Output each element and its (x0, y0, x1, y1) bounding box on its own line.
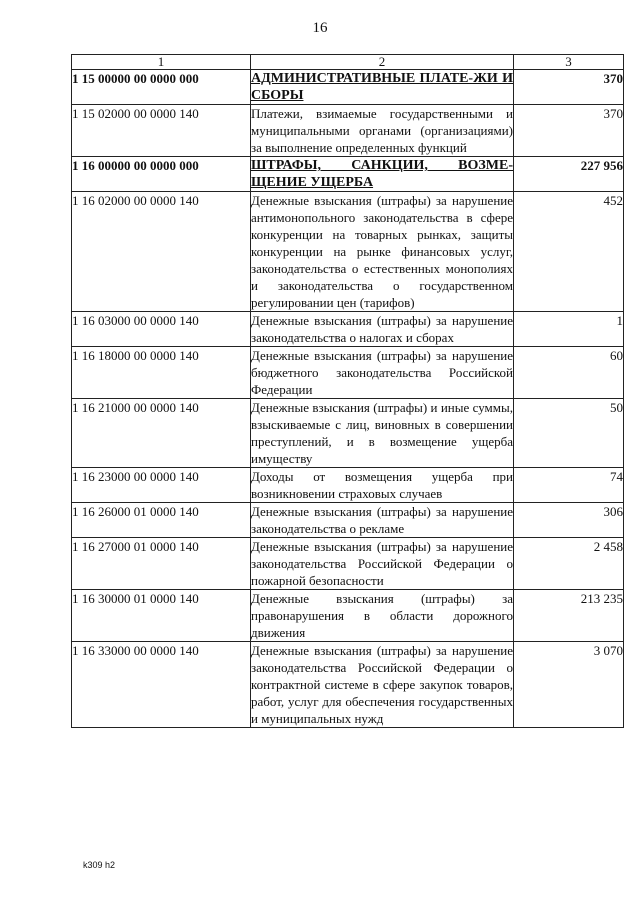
row-description (251, 192, 514, 312)
table-row (72, 642, 624, 728)
row-description (251, 642, 514, 728)
column-header-description: 2 (251, 55, 514, 70)
table-row (72, 192, 624, 312)
row-description-text: Денежные взыскания (штрафы) и иные суммы, взыскиваемые с лиц, виновных в совершении преступлений, и в возмещение ущерба имуществу (251, 400, 513, 466)
table-row (72, 468, 624, 503)
table-row (72, 70, 624, 105)
row-description (251, 399, 514, 468)
row-description (251, 312, 514, 347)
row-code: 1 15 00000 00 0000 000 (72, 70, 251, 105)
table-row (72, 312, 624, 347)
page-number: 16 (312, 20, 328, 36)
row-code: 1 16 23000 00 0000 140 (72, 468, 251, 503)
table-row (72, 503, 624, 538)
table-row (72, 538, 624, 590)
row-amount: 1 (514, 312, 624, 347)
row-description-text: Платежи, взимаемые государственными и муниципальными органами (организациями) за выполнение определенных функций (251, 106, 513, 155)
column-header-code: 1 (72, 55, 251, 70)
budget-table (71, 54, 624, 728)
row-amount: 370 (514, 105, 624, 157)
row-description-text: Денежные взыскания (штрафы) за нарушение законодательства о налогах и сборах (251, 313, 513, 345)
row-code: 1 16 02000 00 0000 140 (72, 192, 251, 312)
row-description (251, 468, 514, 503)
row-description (251, 157, 514, 192)
row-amount: 213 235 (514, 590, 624, 642)
row-description-text: Денежные взыскания (штрафы) за нарушение законодательства о рекламе (251, 504, 513, 536)
row-amount: 60 (514, 347, 624, 399)
row-description-text: Денежные взыскания (штрафы) за правонарушения в области дорожного движения (251, 591, 513, 640)
row-description (251, 590, 514, 642)
row-code: 1 16 21000 00 0000 140 (72, 399, 251, 468)
row-amount: 227 956 (514, 157, 624, 192)
column-header-amount: 3 (514, 55, 624, 70)
row-description (251, 538, 514, 590)
row-code: 1 15 02000 00 0000 140 (72, 105, 251, 157)
document-footer-code: k309 h2 (83, 860, 116, 870)
row-amount: 452 (514, 192, 624, 312)
row-description-text: Денежные взыскания (штрафы) за нарушение бюджетного законодательства Российской Федерации (251, 348, 513, 397)
table-row (72, 157, 624, 192)
row-description (251, 503, 514, 538)
row-code: 1 16 18000 00 0000 140 (72, 347, 251, 399)
row-code: 1 16 30000 01 0000 140 (72, 590, 251, 642)
header-row (72, 55, 624, 70)
row-amount: 370 (514, 70, 624, 105)
row-description-text: АДМИНИСТРАТИВНЫЕ ПЛАТЕ-ЖИ И СБОРЫ (251, 71, 513, 103)
row-description-text: Доходы от возмещения ущерба при возникновении страховых случаев (251, 469, 513, 501)
table-row (72, 347, 624, 399)
row-description-text: ШТРАФЫ, САНКЦИИ, ВОЗМЕ-ЩЕНИЕ УЩЕРБА (251, 158, 513, 190)
row-description (251, 70, 514, 105)
row-code: 1 16 33000 00 0000 140 (72, 642, 251, 728)
row-amount: 3 070 (514, 642, 624, 728)
row-code: 1 16 27000 01 0000 140 (72, 538, 251, 590)
row-amount: 2 458 (514, 538, 624, 590)
row-description-text: Денежные взыскания (штрафы) за нарушение законодательства Российской Федерации о пожарной безопасности (251, 539, 513, 588)
table-row (72, 399, 624, 468)
row-code: 1 16 03000 00 0000 140 (72, 312, 251, 347)
row-amount: 50 (514, 399, 624, 468)
row-code: 1 16 00000 00 0000 000 (72, 157, 251, 192)
row-description-text: Денежные взыскания (штрафы) за нарушение антимонопольного законодательства в сфере конкуренции на товарных рынках, защиты конкуренции на рынке финансовых услуг, законодательства о естественных монополиях и законодательства о государственном регулировании цен (тарифов) (251, 193, 513, 310)
row-code: 1 16 26000 01 0000 140 (72, 503, 251, 538)
row-description (251, 105, 514, 157)
row-description (251, 347, 514, 399)
table-row (72, 590, 624, 642)
row-amount: 74 (514, 468, 624, 503)
row-amount: 306 (514, 503, 624, 538)
row-description-text: Денежные взыскания (штрафы) за нарушение законодательства Российской Федерации о контрактной системе в сфере закупок товаров, работ, услуг для обеспечения государственных и муниципальных нужд (251, 643, 513, 726)
table-row (72, 105, 624, 157)
